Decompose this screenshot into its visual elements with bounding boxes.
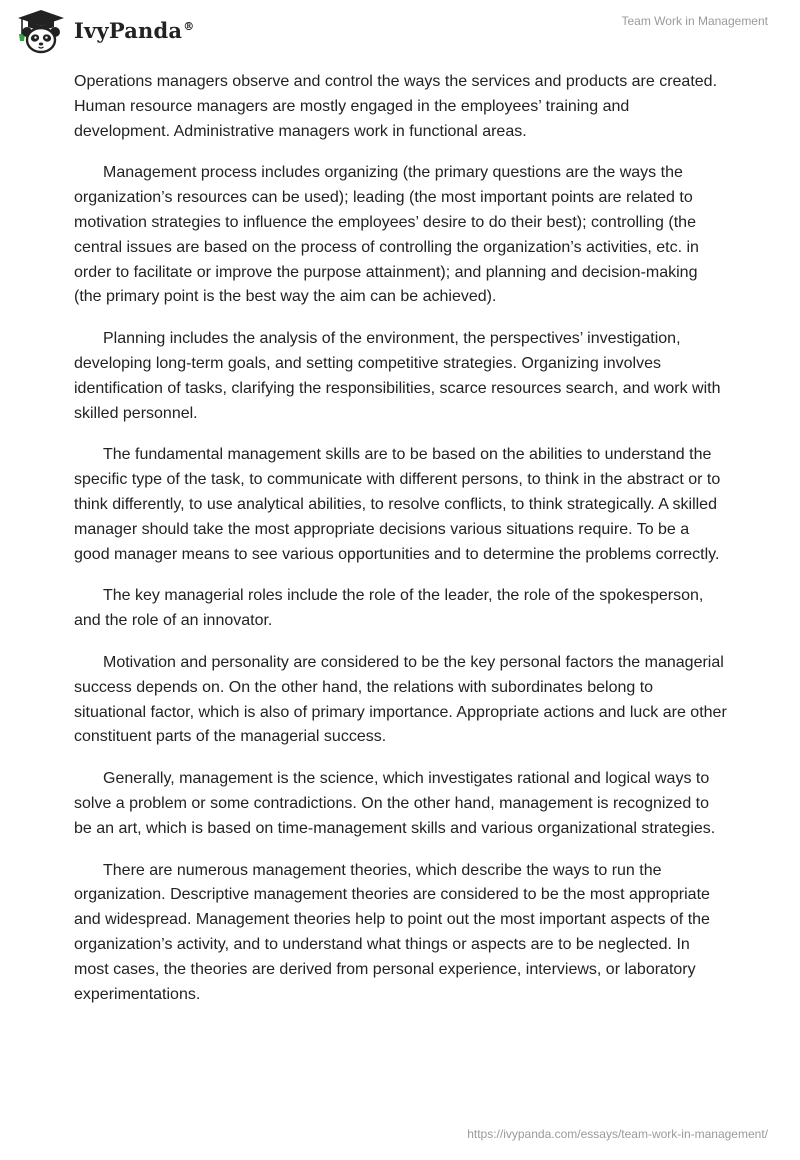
- paragraph: The key managerial roles include the role of the leader, the role of the spokesperson, and the role of an innovator.: [74, 587, 704, 630]
- document-title: Team Work in Management: [621, 14, 768, 28]
- paragraph: Motivation and personality are considered to be the key personal factors the managerial success depends on. On the other hand, the relations with subordinates belong to situational factor, which is also of primary importance. Appropriate actions and luck are other constituent parts of the managerial success.: [74, 653, 727, 746]
- source-url-link[interactable]: https://ivypanda.com/essays/team-work-in-management/: [467, 1127, 768, 1141]
- paragraph: Operations managers observe and control the ways the services and products are created. Human resource managers are mostly engaged in the employees’ training and development. Administrative managers work in functional areas.: [74, 73, 718, 140]
- panda-logo-icon: [14, 8, 68, 54]
- brand-name: IvyPanda®: [74, 17, 195, 43]
- essay-body: [74, 70, 728, 1024]
- paragraph: Generally, management is the science, which investigates rational and logical ways to solve a problem or some contradictions. On the other hand, management is recognized to be an art, which is based on time-management skills and various organizational strategies.: [74, 770, 716, 837]
- paragraph: Planning includes the analysis of the environment, the perspectives’ investigation, developing long-term goals, and setting competitive strategies. Organizing involves identification of tasks, clarifying the responsibilities, scarce resources search, and work with skilled personnel.: [74, 330, 721, 422]
- brand-logo[interactable]: [14, 8, 194, 54]
- paragraph: There are numerous management theories, which describe the ways to run the organization. Descriptive management theories are considered to be the most appropriate and widespread. Management theories help to point out the most important aspects of the organization’s activity, and to understand what things or aspects are to be neglected. In most cases, the theories are derived from personal experience, interviews, or laboratory experimentations.: [74, 861, 710, 1003]
- paragraph: The fundamental management skills are to be based on the abilities to understand the specific type of the task, to communicate with different persons, to think in the abstract or to think differently, to use analytical abilities, to resolve conflicts, to think strategically. A skilled manager should take the most appropriate decisions various situations require. To be a good manager means to see various opportunities and to determine the problems correctly.: [74, 446, 721, 563]
- registered-mark: ®: [183, 19, 195, 33]
- page-header: [0, 0, 800, 60]
- paragraph: Management process includes organizing (the primary questions are the ways the organization’s resources can be used); leading (the most important points are related to motivation strategies to influence the employees’ desire to do their best); controlling (the central issues are based on the process of controlling the organization’s activities, etc. in order to facilitate or improve the purpose attainment); and planning and decision-making (the primary point is the best way the aim can be achieved).: [74, 164, 699, 306]
